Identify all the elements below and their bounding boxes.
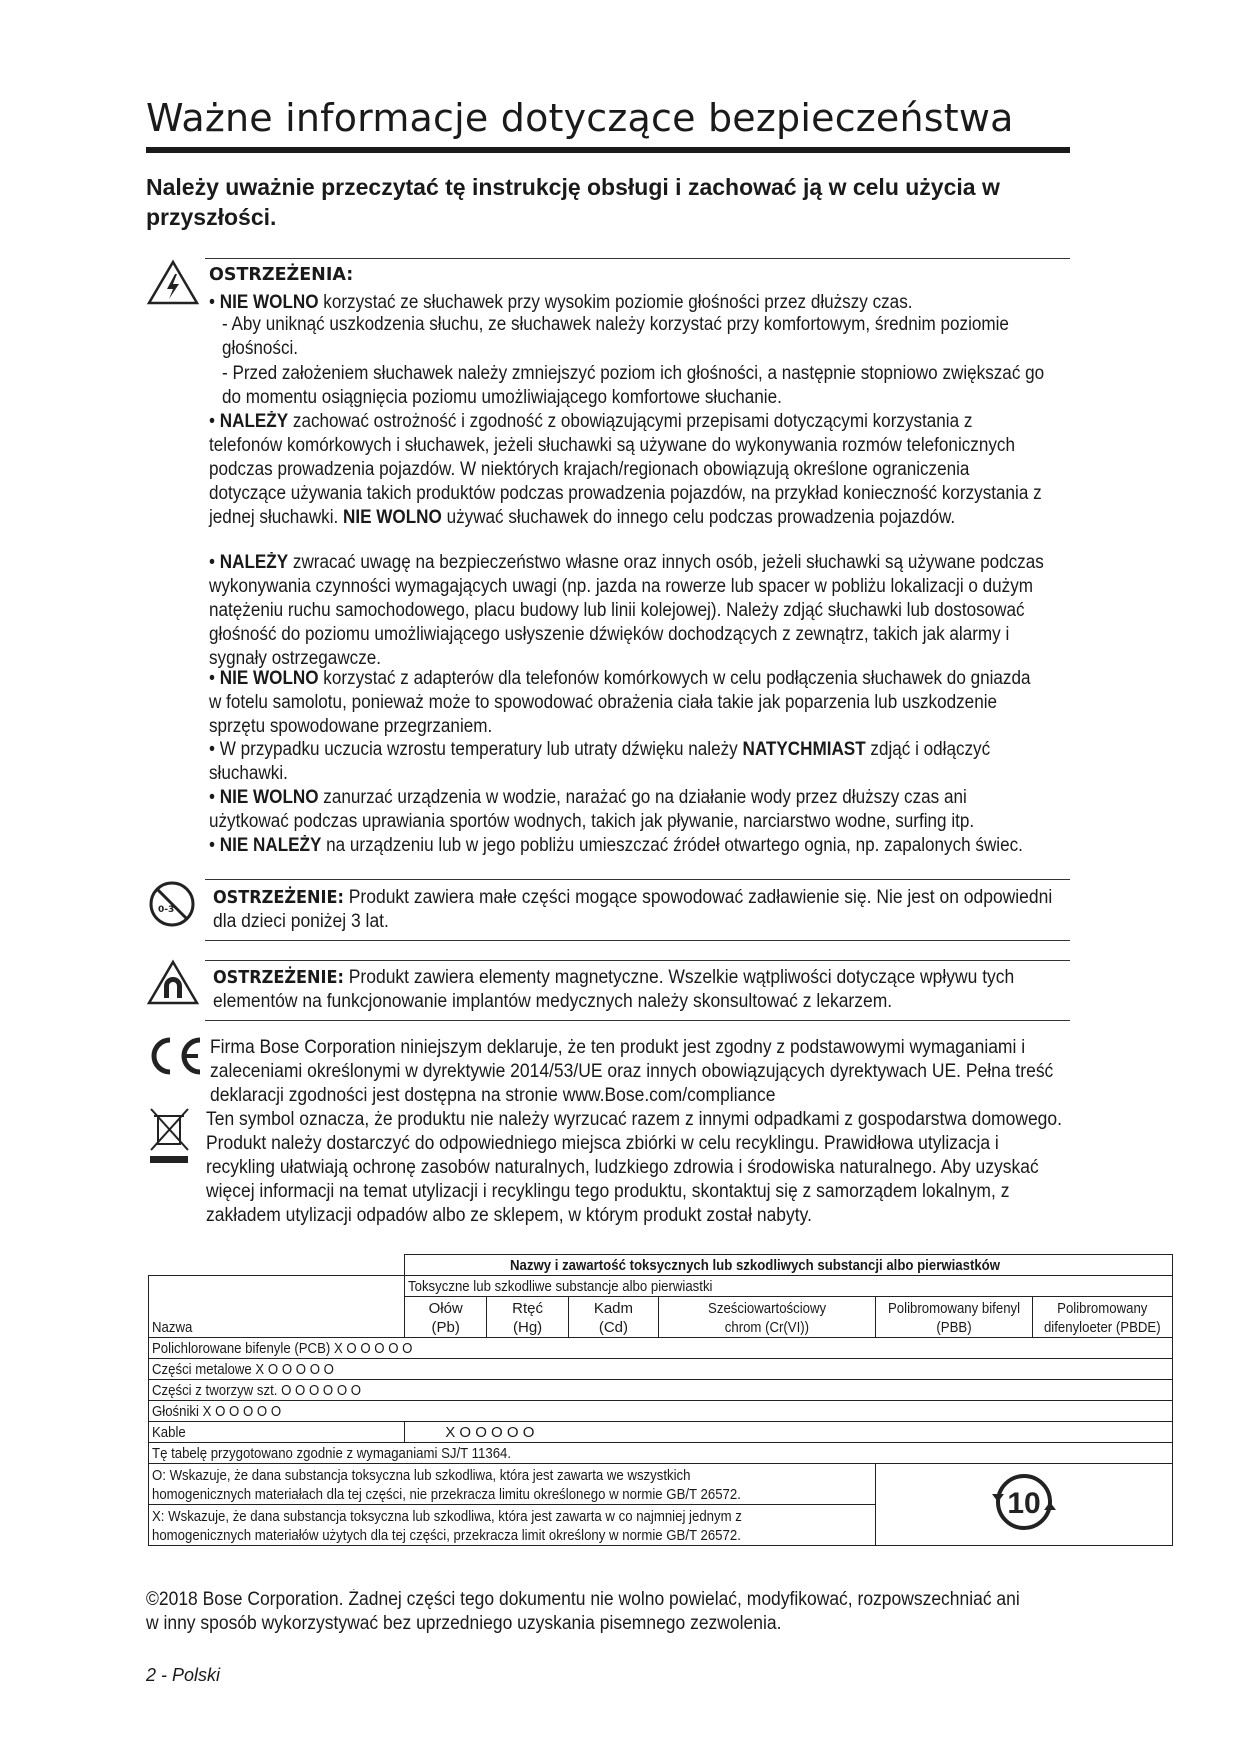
page-number: 2 - Polski xyxy=(146,1665,221,1685)
table-column-header: Polibromowany difenyloeter (PBDE) xyxy=(1033,1297,1173,1338)
magnet-warning-icon xyxy=(146,958,200,1006)
table-title: Nazwy i zawartość toksycznych lub szkodliwych substancji albo pierwiastków xyxy=(405,1255,1172,1276)
warning-item: • W przypadku uczucia wzrostu temperatury lub utraty dźwięku należy NATYCHMIAST zdjąć i odłączyć słuchawki. xyxy=(209,739,991,784)
table-column-header: Polibromowany bifenyl (PBB) xyxy=(876,1297,1033,1338)
table-group-header: Toksyczne lub szkodliwe substancje albo pierwiastki xyxy=(405,1276,1172,1297)
warning-item: • NIE WOLNO korzystać ze słuchawek przy wysokim poziomie głośności przez dłuższy czas. xyxy=(209,292,913,313)
section-divider xyxy=(205,960,1070,961)
warning-item: • NIE NALEŻY na urządzeniu lub w jego pobliżu umieszczać źródeł otwartego ognia, np. zapalonych świec. xyxy=(209,835,1023,856)
weee-notice: Ten symbol oznacza, że produktu nie należy wyrzucać razem z innymi odpadkami z gospodarstwa domowego. Produkt należy dostarczyć do odpowiedniego miejsca zbiórki w celu recyklingu. Prawidłowa utylizacja i recykling ułatwiają ochronę zasobów naturalnych, ludzkiego zdrowia i środowiska naturalnego. Aby uzyskać więcej informacji na temat utylizacji i recyklingu tego produktu, skontaktuj się z samorządem lokalnym, z zakładem utylizacji odpadów albo ze sklepem, w którym produkt został nabyty. xyxy=(206,1109,1062,1226)
electric-hazard-icon xyxy=(146,258,200,306)
table-column-header: Sześciowartościowy chrom (Cr(VI)) xyxy=(658,1297,875,1338)
choking-warning: OSTRZEŻENIE: Produkt zawiera małe części mogące spowodować zadławienie się. Nie jest on odpowiedni dla dzieci poniżej 3 lat. xyxy=(213,887,1053,932)
table-note: Tę tabelę przygotowano zgodnie z wymaganiami SJ/T 11364. xyxy=(149,1442,1173,1463)
epup-logo-cell xyxy=(876,1463,1173,1545)
toxic-substances-table xyxy=(148,1254,1173,1546)
table-row: Części metalowe X O O O O O xyxy=(149,1358,1173,1379)
warning-subitem: - Przed założeniem słuchawek należy zmniejszyć poziom ich głośności, a następnie stopniowo zwiększać go do momentu osiągnięcia poziomu umożliwiającego komfortowe słuchanie. xyxy=(222,363,1045,408)
no-small-children-icon xyxy=(148,880,196,928)
section-divider xyxy=(205,879,1070,880)
table-row: Polichlorowane bifenyle (PCB) X O O O O O xyxy=(149,1337,1173,1358)
table-row: Części z tworzyw szt. O O O O O O xyxy=(149,1379,1173,1400)
table-column-header: Rtęć (Hg) xyxy=(487,1297,569,1338)
ce-declaration: Firma Bose Corporation niniejszym deklaruje, że ten produkt jest zgodny z podstawowymi wymaganiami i zaleceniami określonymi w dyrektywie 2014/53/UE oraz innych obowiązujących dyrektywach UE. Pełna treść deklaracji zgodności jest dostępna na stronie www.Bose.com/compliance xyxy=(210,1037,1054,1106)
table-note-x: X: Wskazuje, że dana substancja toksyczna lub szkodliwa, która jest zawarta w co najmniej jednym z homogenicznych materiałów użytych dla tej części, przekracza limit określony w normie GB/T 26572. xyxy=(149,1504,876,1545)
warning-item: • NIE WOLNO korzystać z adapterów dla telefonów komórkowych w celu podłączenia słuchawek do gniazda w fotelu samolotu, ponieważ może to spowodować obrażenia ciała takie jak poparzenia lub uszkodzenie sprzętu spowodowane przegrzaniem. xyxy=(209,668,1031,737)
age-label: 0-3 xyxy=(158,905,175,915)
table-note-o: O: Wskazuje, że dana substancja toksyczna lub szkodliwa, która jest zawarta we wszystkich homogenicznych materiałach dla tej części, nie przekracza limitu określonego w normie GB/T 26572. xyxy=(149,1463,876,1504)
warning-subitem: - Aby uniknąć uszkodzenia słuchu, ze słuchawek należy korzystać przy komfortowym, średnim poziomie głośności. xyxy=(222,314,1009,359)
weee-crossed-bin-icon xyxy=(148,1106,192,1168)
copyright: ©2018 Bose Corporation. Żadnej części tego dokumentu nie wolno powielać, modyfikować, rozpowszechniać ani w inny sposób wykorzystywać bez uprzedniego uzyskania pisemnego zezwolenia. xyxy=(146,1589,1020,1634)
page-subtitle: Należy uważnie przeczytać tę instrukcję obsługi i zachować ją w celu użycia w przyszłości. xyxy=(146,174,1000,230)
epup-10-icon xyxy=(992,1470,1056,1534)
magnetic-warning: OSTRZEŻENIE: Produkt zawiera elementy magnetyczne. Wszelkie wątpliwości dotyczące wpływu tych elementów na funkcjonowanie implantów medycznych należy skonsultować z lekarzem. xyxy=(213,967,1015,1012)
warning-item: • NALEŻY zwracać uwagę na bezpieczeństwo własne oraz innych osób, jeżeli słuchawki są używane podczas wykonywania czynności wymagających uwagi (np. jazda na rowerze lub spacer w pobliżu lokalizacji o dużym natężeniu ruchu samochodowego, placu budowy lub linii kolejowej). Należy zdjąć słuchawki lub dostosować głośność do poziomu umożliwiającego usłyszenie dźwięków dochodzących z zewnątrz, takich jak alarmy i sygnały ostrzegawcze. xyxy=(209,552,1044,669)
epup-number: 10 xyxy=(1007,1486,1041,1520)
ce-mark-icon xyxy=(146,1036,204,1076)
table-column-header: Kadm (Cd) xyxy=(569,1297,659,1338)
warning-item: • NALEŻY zachować ostrożność i zgodność z obowiązującymi przepisami dotyczącymi korzystania z telefonów komórkowych i słuchawek, jeżeli słuchawki są używane do wykonywania rozmów telefonicznych podczas prowadzenia pojazdów. W niektórych krajach/regionach obowiązują określone ograniczenia dotyczące używania takich produktów podczas prowadzenia pojazdów, na przykład konieczność korzystania z jednej słuchawki. NIE WOLNO używać słuchawek do innego celu podczas prowadzenia pojazdów. xyxy=(209,411,1042,528)
table-column-header: Ołów (Pb) xyxy=(405,1297,487,1338)
page-title: Ważne informacje dotyczące bezpieczeństwa xyxy=(146,96,1014,140)
title-rule xyxy=(146,147,1070,153)
table-row: Kable X O O O O O xyxy=(149,1421,1173,1442)
section-divider xyxy=(205,258,1070,259)
table-row: Głośniki X O O O O O xyxy=(149,1400,1173,1421)
section-divider xyxy=(205,1020,1070,1021)
section-divider xyxy=(205,940,1070,941)
warnings-heading: OSTRZEŻENIA: xyxy=(209,265,354,285)
table-name-header: Nazwa xyxy=(149,1297,405,1338)
warning-item: • NIE WOLNO zanurzać urządzenia w wodzie, narażać go na działanie wody przez dłuższy czas ani użytkować podczas uprawiania sportów wodnych, takich jak pływanie, narciarstwo wodne, surfing itp. xyxy=(209,787,975,832)
